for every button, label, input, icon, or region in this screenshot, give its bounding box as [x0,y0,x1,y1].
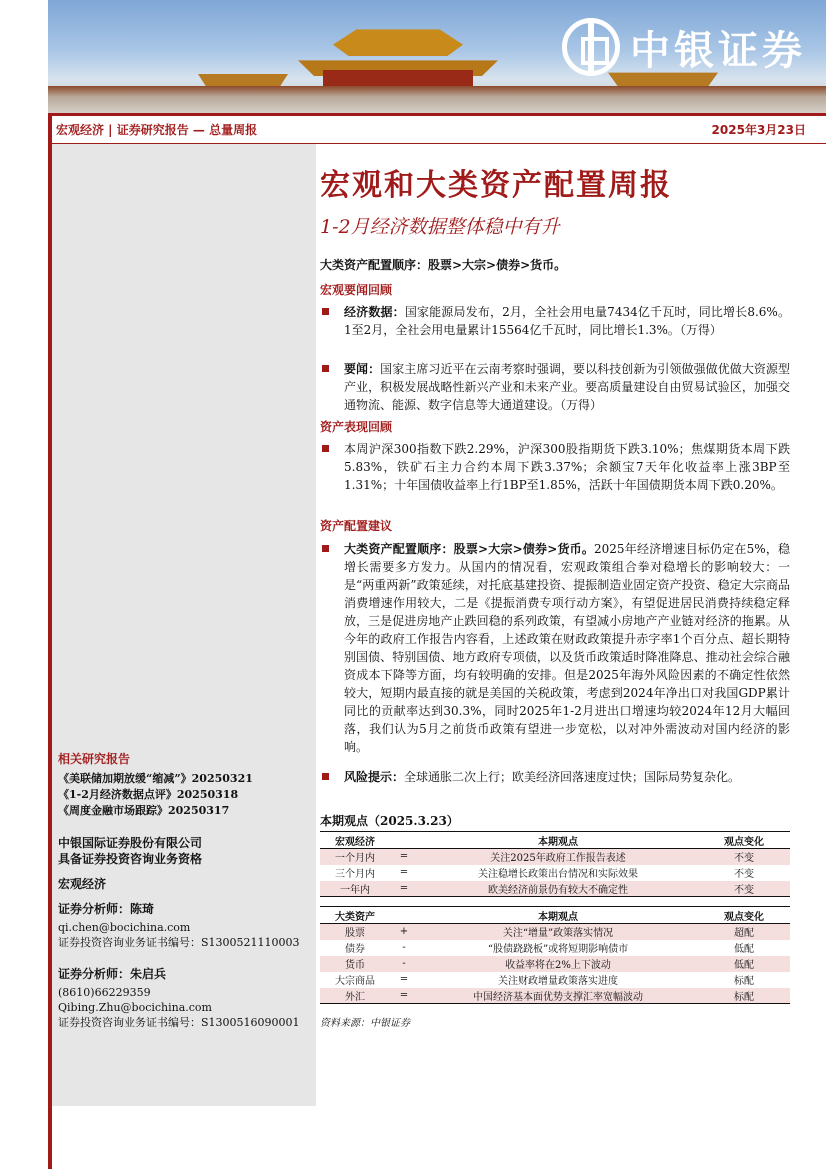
analyst-phone: (8610)66229359 [58,986,151,999]
table-cell: 一年内 [320,881,390,897]
table-cell: = [399,974,409,985]
table-cell: 不变 [698,881,790,897]
header-banner [48,0,826,113]
news-item-text: 国家能源局发布，2月，全社会用电量7434亿千瓦时，同比增长8.6%。1至2月，全社会用电量累计15564亿千瓦时，同比增长1.3%。（万得） [344,305,790,337]
table-row [320,865,790,881]
report-category: 宏观经济 [58,877,107,891]
news-item [320,360,790,414]
table-cell: 标配 [734,976,754,987]
views-table-title: 本期观点（2025.3.23） [320,814,459,828]
bullet-icon [322,773,329,780]
table-header: 宏观经济 [320,832,390,849]
table-header: 本期观点 [418,907,698,924]
asset-performance-text: 本周沪深300指数下跌2.29%，沪深300股指期货下跌3.10%；焦煤期货本周下跌5.83%，铁矿石主力合约本周下跌3.37%；余额宝7天年化收益率上涨3BP至1.31%；十年国债收益率上行1BP至1.85%，活跃十年国债期货本周下跌0.20%。 [344,442,790,492]
table-cell: 欧美经济前景仍有较大不确定性 [418,881,698,897]
macro-views-table [320,831,790,897]
table-cell: “股债跷跷板”或将短期影响债市 [487,944,629,955]
bullet-icon [322,445,329,452]
palace-side-hall-image [198,68,288,88]
table-header-row [320,907,790,924]
section-heading-macro-news: 宏观要闻回顾 [320,283,393,297]
table-cell: 标配 [698,988,790,1004]
table-row [320,988,790,1004]
table-cell: 关注财政增量政策落实进度 [498,976,618,987]
news-item [320,303,790,339]
company-qualification: 具备证券投资咨询业务资格 [58,852,203,866]
analyst-email[interactable]: qi.chen@bocichina.com [58,921,191,934]
allocation-text: 2025年经济增速目标仍定在5%，稳增长需要多方发力。从国内的情况看，宏观政策组合拳对稳增长的影响较大：一是“两重两新”政策延续，对托底基建投资、提振制造业固定资产投资、稳定大宗商品消费增速作用较大，二是《提振消费专项行动方案》，有望促进居民消费持续稳定释放，三是促进房地产止跌回稳的系列政策，有望减小房地产产业链对经济的拖累。从今年的政府工作报告内容看，上述政策在财政政策提升赤字率1个百分点、超长期特别国债、特别国债、地方政府专项债，以及货币政策适时降准降息、推动社会综合融资成本下降等方面，均有较明确的安排。但是2025年海外风险因素的不确定性依然较大，短期内最直接的就是美国的关税政策，考虑到2024年净出口对我国GDP累计同比的贡献率达到30.3%，同时2025年1-2月进出口增速均较2024年12月大幅回落，我们认为5月之前货币政策有望进一步宽松，以对冲外需波动对国内经济的影响。 [344,542,790,754]
related-report-link[interactable]: 《1-2月经济数据点评》20250318 [58,788,239,801]
allocation-lead: 大类资产配置顺序：股票>大宗>债券>货币。 [344,542,595,556]
header-divider [48,113,826,116]
table-cell: 关注稳增长政策出台情况和实际效果 [478,869,638,880]
news-item-text: 国家主席习近平在云南考察时强调，要以科技创新为引领做强做优做大资源型产业，积极发展战略性新兴产业和未来产业。要高质量建设自由贸易试验区，加强交通物流、能源、数字信息等大通道建设。（万得） [344,362,790,412]
asset-performance-item [320,440,790,494]
table-cell: 不变 [734,869,754,880]
analyst-email[interactable]: Qibing.Zhu@bocichina.com [58,1001,212,1014]
sidebar [52,144,316,1106]
table-cell: 收益率将在2%上下波动 [418,956,698,972]
table-cell: 关注2025年政府工作报告表述 [418,849,698,865]
table-cell: 大宗商品 [335,976,375,987]
section-heading-asset-performance: 资产表现回顾 [320,420,393,434]
table-row [320,956,790,972]
table-header: 大类资产 [320,907,390,924]
asset-views-table [320,906,790,1004]
company-name: 中银国际证券股份有限公司 [58,836,203,850]
table-cell: 关注“增量”政策落实情况 [418,924,698,940]
table-row [320,849,790,865]
bullet-icon [322,545,329,552]
allocation-item [320,540,790,756]
table-header: 本期观点 [418,832,698,849]
news-item-lead: 要闻： [344,362,381,376]
table-cell: + [390,924,418,940]
related-reports-heading: 相关研究报告 [58,752,131,766]
risk-text: 全球通胀二次上行；欧美经济回落速度过快；国际局势复杂化。 [404,770,741,784]
palace-ground-image [48,86,826,113]
table-cell: - [402,942,406,953]
related-report-link[interactable]: 《周度金融市场跟踪》20250317 [58,804,230,817]
table-cell: = [399,867,409,878]
report-date: 2025年3月23日 [711,123,806,137]
analyst-certificate: 证券投资咨询业务证书编号：S1300521110003 [58,936,300,949]
table-header-row [320,832,790,849]
table-cell: 低配 [698,956,790,972]
analyst-name: 证券分析师：朱启兵 [58,967,167,981]
table-cell: 外汇 [320,988,390,1004]
table-cell: 不变 [698,849,790,865]
news-item-lead: 经济数据： [344,305,405,319]
table-cell: 三个月内 [335,869,375,880]
table-cell: = [390,881,418,897]
table-cell: 中国经济基本面优势支撑汇率宽幅波动 [418,988,698,1004]
risk-item [320,768,790,786]
allocation-order-summary: 大类资产配置顺序：股票>大宗>债券>货币。 [320,258,567,272]
table-cell: 低配 [734,944,754,955]
table-cell: = [390,849,418,865]
breadcrumb: 宏观经济 | 证券研究报告 — 总量周报 [56,123,258,137]
table-cell: 超配 [698,924,790,940]
table-header [390,907,418,924]
bullet-icon [322,365,329,372]
table-cell: 股票 [320,924,390,940]
analyst-certificate: 证券投资咨询业务证书编号：S1300516090001 [58,1016,300,1029]
table-cell: 货币 [320,956,390,972]
table-cell: = [390,988,418,1004]
table-row [320,881,790,897]
table-header [390,832,418,849]
risk-lead: 风险提示： [344,770,405,784]
bullet-icon [322,308,329,315]
table-row [320,924,790,940]
table-row [320,940,790,956]
analyst-name: 证券分析师：陈琦 [58,902,155,916]
page-subtitle: 1-2月经济数据整体稳中有升 [320,216,560,238]
table-cell: - [390,956,418,972]
boc-logo-icon [562,18,620,76]
table-header: 观点变化 [698,907,790,924]
data-source-note: 资料来源：中银证券 [320,1018,410,1029]
page-title: 宏观和大类资产配置周报 [320,168,672,203]
palace-roof-image [333,18,463,56]
table-cell: 债券 [345,944,365,955]
table-header: 观点变化 [698,832,790,849]
table-row [320,972,790,988]
logo-text: 中银证券 [630,27,806,74]
related-report-link[interactable]: 《美联储加期放缓“缩减”》20250321 [58,772,253,785]
section-heading-allocation: 资产配置建议 [320,519,393,533]
company-logo [562,18,806,76]
table-cell: 一个月内 [320,849,390,865]
